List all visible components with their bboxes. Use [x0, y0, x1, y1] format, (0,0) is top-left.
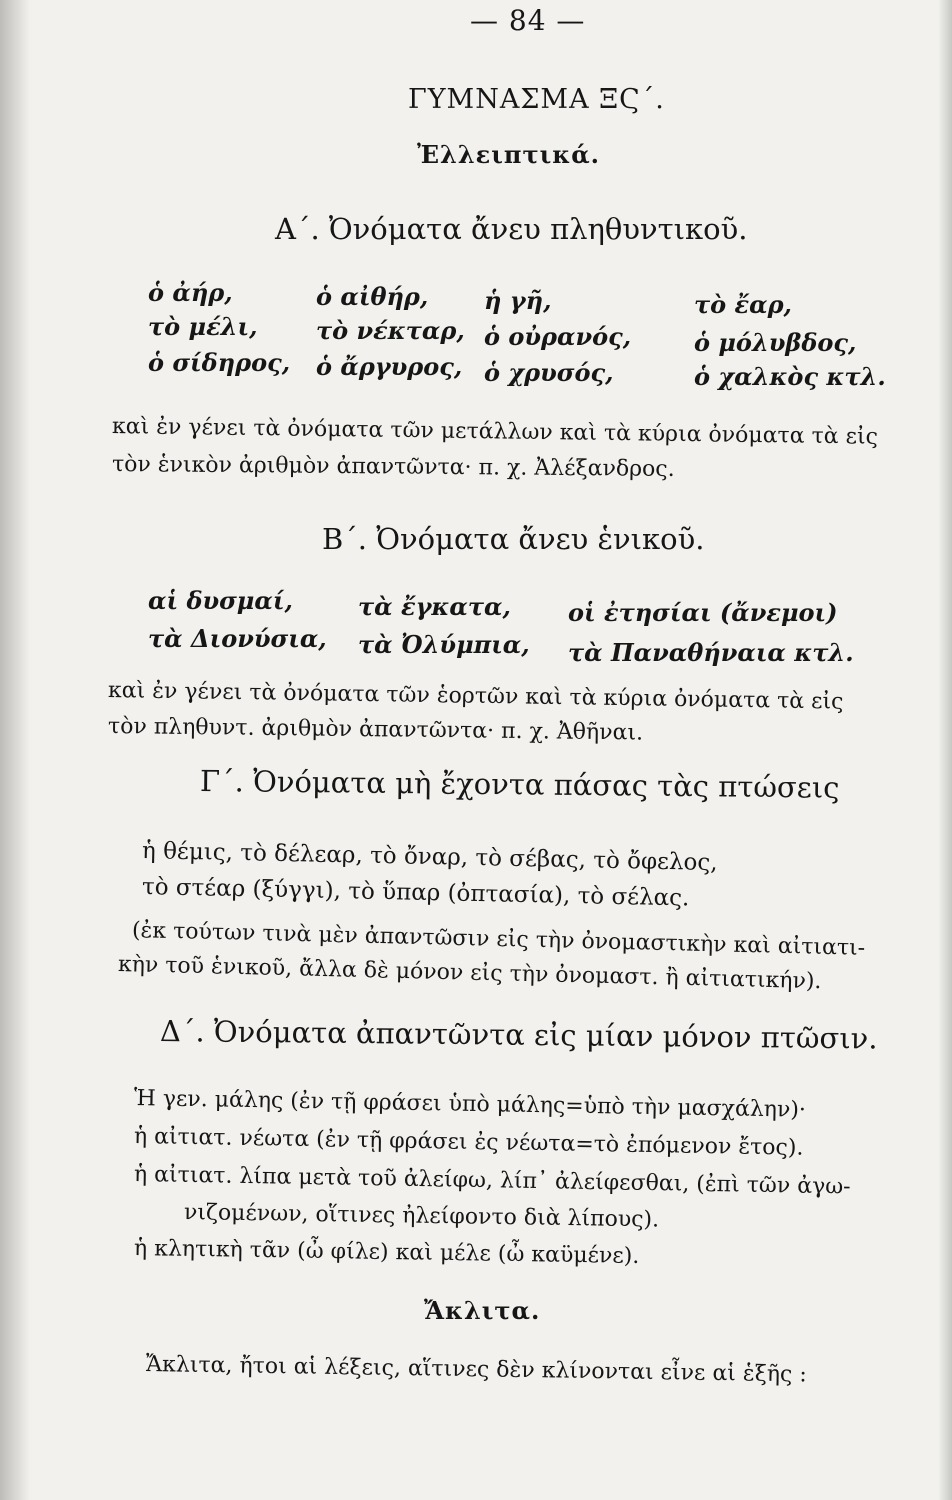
section-b-word: τὰ Διονύσια, [148, 624, 327, 653]
page-number: — 84 — [470, 4, 586, 37]
section-c-line: (ἐκ τούτων τινὰ μὲν ἀπαντῶσιν εἰς τὴν ὀνομαστικὴν καὶ αἰτιατι- [131, 918, 866, 961]
exercise-title: ΓΥΜΝΑΣΜΑ ΞϚ΄. [408, 84, 665, 115]
section-a-word: ὁ ἀήρ, [148, 278, 233, 307]
section-c-line: τὸ στέαρ (ξύγγι), τὸ ὕπαρ (ὀπτασία), τὸ σέλας. [141, 874, 690, 912]
section-d-line: ἡ αἰτιατ. λίπα μετὰ τοῦ ἀλείφω, λίπ᾽ ἀλείφεσθαι, (ἐπὶ τῶν ἀγω- [133, 1162, 851, 1200]
section-a-word: τὸ νέκταρ, [316, 316, 465, 345]
section-a-word: ὁ αἰθήρ, [316, 282, 429, 311]
section-c-line: κὴν τοῦ ἑνικοῦ, ἄλλα δὲ μόνον εἰς τὴν ὀνομαστ. ἢ αἰτιατικήν). [117, 952, 822, 995]
section-b-heading: Β΄. Ὀνόματα ἄνευ ἑνικοῦ. [322, 522, 705, 556]
page-edge-shadow-right [938, 0, 952, 1500]
section-a-word: ὁ ἄργυρος, [316, 352, 463, 381]
section-a-word: ὁ χρυσός, [484, 358, 614, 387]
section-a-word: ὁ σίδηρος, [148, 348, 291, 377]
section-a-word: ὁ χαλκὸς κτλ. [694, 362, 886, 391]
section-a-note-line: τὸν ἑνικὸν ἀριθμὸν ἀπαντῶντα· π. χ. Ἀλέξανδρος. [111, 452, 675, 482]
section-b-word: τὰ Παναθήναια κτλ. [568, 638, 854, 667]
section-d-line: Ἡ γεν. μάλης (ἐν τῇ φράσει ὑπὸ μάλης=ὑπὸ τὴν μασχάλην)· [133, 1086, 807, 1123]
section-b-word: αἱ δυσμαί, [148, 586, 293, 615]
section-d-heading: Δ΄. Ὀνόματα ἀπαντῶντα εἰς μίαν μόνον πτῶσιν. [159, 1014, 878, 1056]
section-d-line: ἡ κλητικὴ τᾶν (ὦ φίλε) καὶ μέλε (ὦ καϋμένε). [133, 1236, 640, 1269]
section-c-line: ἡ θέμις, τὸ δέλεαρ, τὸ ὄναρ, τὸ σέβας, τὸ ὄφελος, [141, 838, 718, 877]
page-edge-shadow-left [0, 0, 30, 1500]
section-b-note-line: τὸν πληθυντ. ἀριθμὸν ἀπαντῶντα· π. χ. Ἀθῆναι. [107, 714, 644, 746]
section-a-word: τὸ ἔαρ, [694, 290, 792, 319]
section-a-note-line: καὶ ἐν γένει τὰ ὀνόματα τῶν μετάλλων καὶ τὰ κύρια ὀνόματα τὰ εἰς [111, 414, 879, 450]
section-a-word: ὁ οὐρανός, [484, 322, 632, 351]
section-b-word: οἱ ἐτησίαι (ἄνεμοι) [568, 598, 838, 627]
aklita-heading: Ἄκλιτα. [424, 1296, 541, 1325]
exercise-subtitle: Ἐλλειπτικά. [417, 140, 601, 169]
aklita-line: Ἄκλιτα, ἤτοι αἱ λέξεις, αἵτινες δὲν κλίνονται εἶνε αἱ ἑξῆς : [145, 1352, 807, 1388]
section-d-line: νιζομένων, οἵτινες ἠλείφοντο διὰ λίπους). [183, 1200, 660, 1233]
section-b-word: τὰ Ὀλύμπια, [358, 630, 530, 659]
section-a-word: ὁ μόλυβδος, [694, 328, 857, 357]
section-a-word: τὸ μέλι, [148, 312, 258, 341]
section-a-heading: Α΄. Ὀνόματα ἄνευ πληθυντικοῦ. [275, 212, 748, 246]
section-b-note-line: καὶ ἐν γένει τὰ ὀνόματα τῶν ἑορτῶν καὶ τὰ κύρια ὀνόματα τὰ εἰς [107, 678, 844, 715]
section-b-word: τὰ ἔγκατα, [358, 592, 511, 621]
section-c-heading: Γ΄. Ὀνόματα μὴ ἔχοντα πάσας τὰς πτώσεις [199, 764, 840, 805]
section-d-line: ἡ αἰτιατ. νέωτα (ἐν τῇ φράσει ἐς νέωτα=τὸ ἐπόμενον ἔτος). [133, 1124, 804, 1161]
section-a-word: ἡ γῆ, [484, 286, 552, 315]
